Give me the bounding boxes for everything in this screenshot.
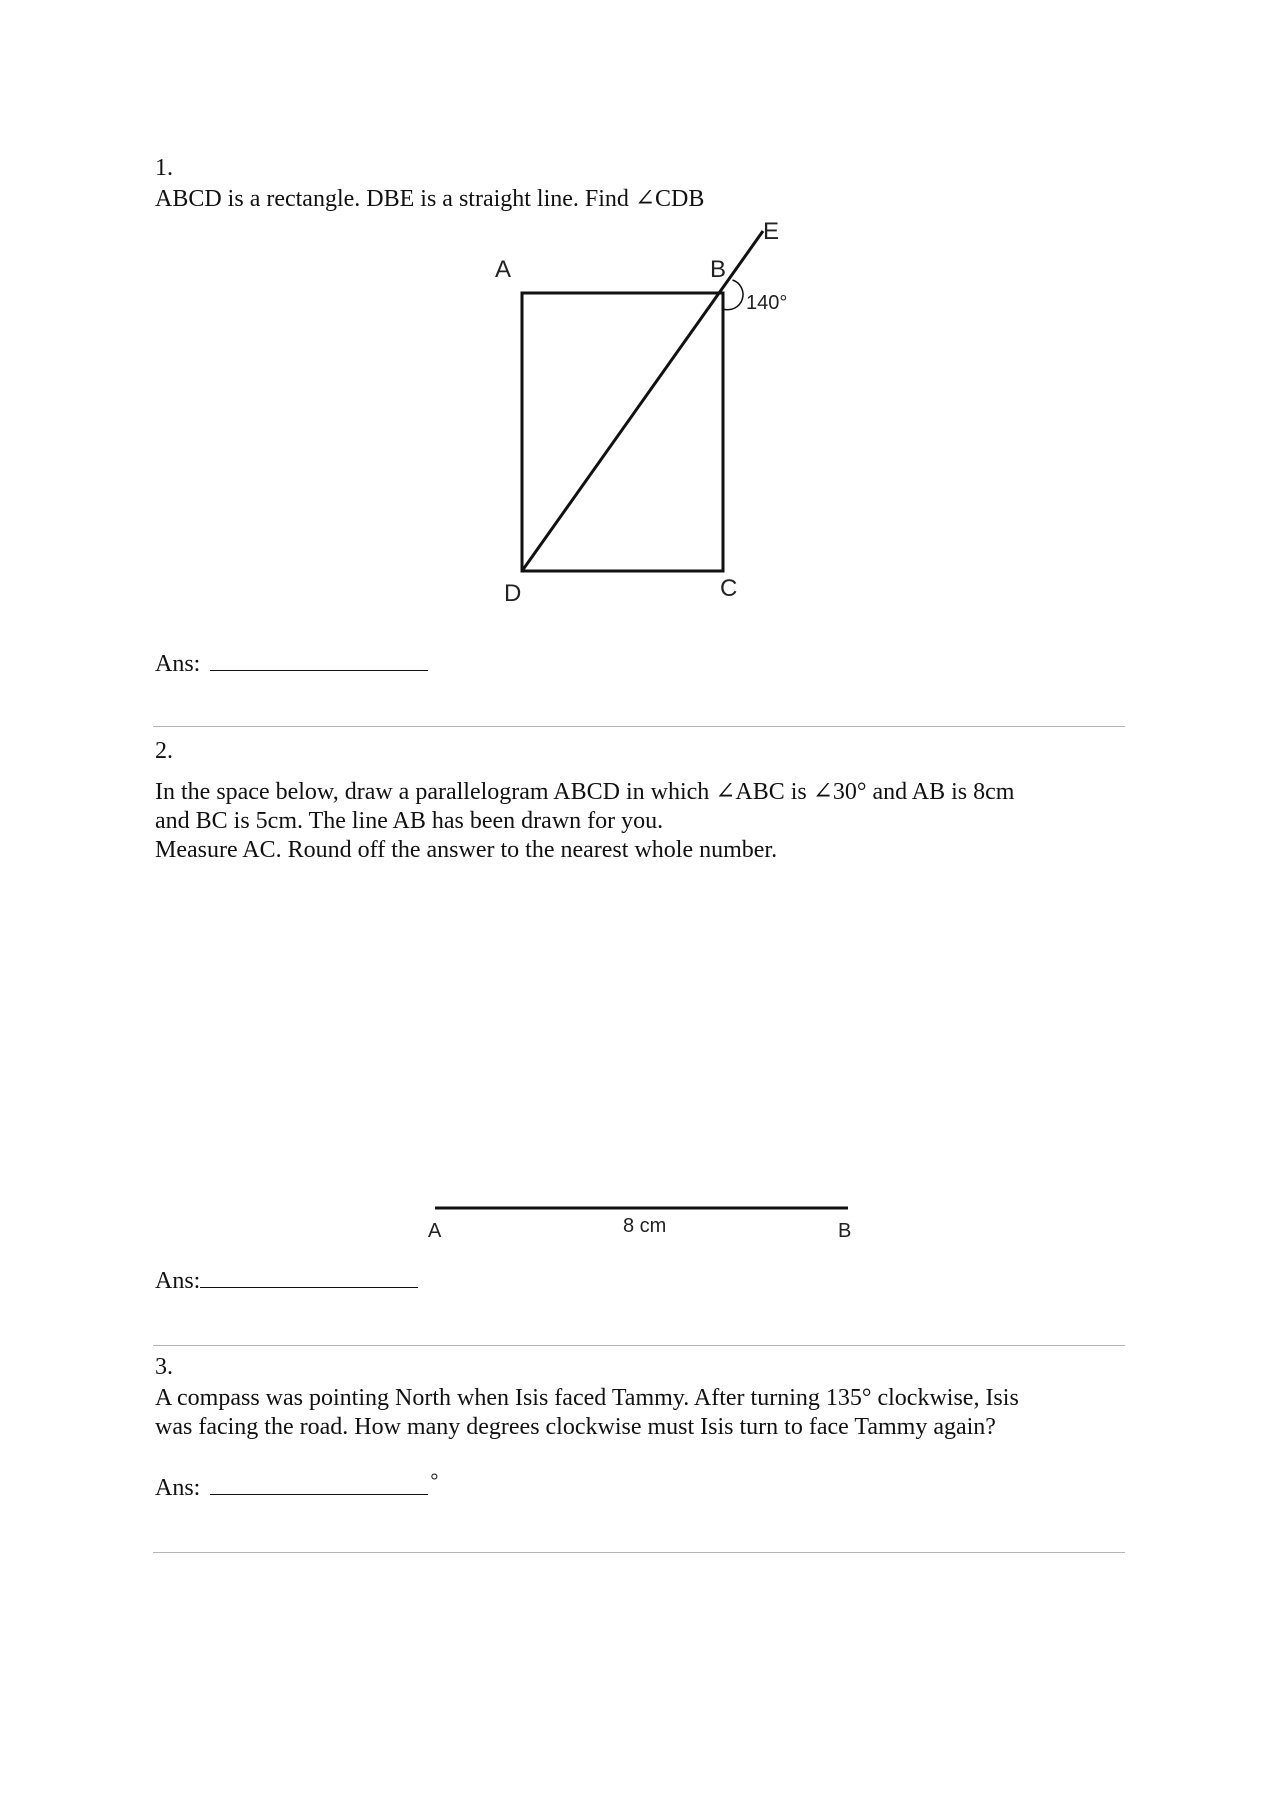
question-2-line-3: Measure AC. Round off the answer to the nearest whole number.	[155, 837, 778, 863]
label-c: C	[720, 575, 738, 602]
question-3-line-1: A compass was pointing North when Isis faced Tammy. After turning 135° clockwise, Isis	[155, 1385, 1019, 1411]
answer-label: Ans:	[155, 651, 201, 677]
answer-label: Ans:	[155, 1268, 201, 1294]
answer-blank[interactable]	[210, 648, 428, 671]
divider	[153, 1552, 1125, 1553]
divider	[153, 1345, 1125, 1346]
question-1-number: 1.	[155, 155, 173, 181]
question-2-figure	[420, 1190, 860, 1250]
label-b: B	[838, 1220, 852, 1242]
question-3-answer	[155, 1472, 438, 1504]
question-1-text: ABCD is a rectangle. DBE is a straight line. Find ∠CDB	[155, 186, 705, 212]
question-2-answer	[155, 1265, 418, 1296]
angle-label: 140°	[746, 292, 788, 314]
label-d: D	[504, 580, 522, 607]
question-3-line-2: was facing the road. How many degrees clockwise must Isis turn to face Tammy again?	[155, 1414, 996, 1440]
length-label: 8 cm	[623, 1215, 667, 1237]
divider	[153, 726, 1125, 727]
question-2-line-2: and BC is 5cm. The line AB has been drawn for you.	[155, 808, 664, 834]
label-b: B	[710, 256, 727, 283]
question-2-line-1: In the space below, draw a parallelogram ABCD in which ∠ABC is ∠30° and AB is 8cm	[155, 779, 1015, 805]
question-3-number: 3.	[155, 1354, 173, 1380]
label-a: A	[495, 256, 512, 283]
label-a: A	[428, 1220, 442, 1242]
answer-blank[interactable]	[210, 1472, 428, 1495]
question-1-answer	[155, 648, 428, 679]
line-dbe	[522, 231, 763, 571]
question-1-figure	[470, 218, 830, 607]
label-e: E	[763, 218, 780, 245]
answer-label: Ans:	[155, 1475, 201, 1501]
answer-blank[interactable]	[200, 1265, 418, 1288]
degree-unit: °	[430, 1470, 439, 1492]
question-2-number: 2.	[155, 738, 173, 764]
